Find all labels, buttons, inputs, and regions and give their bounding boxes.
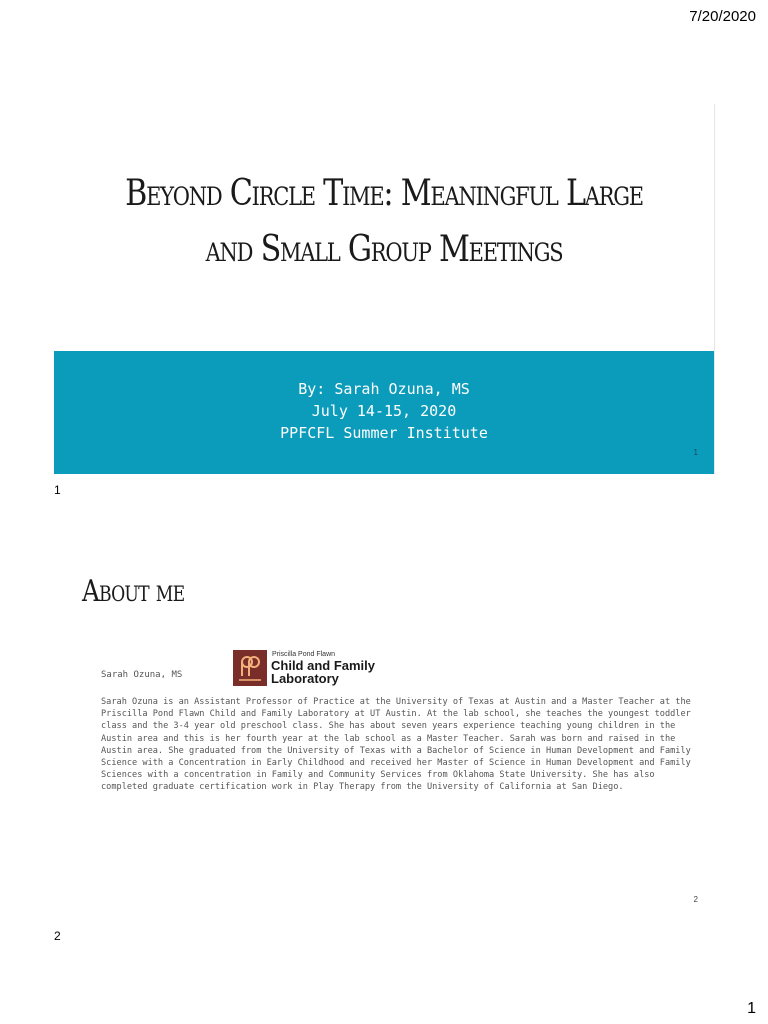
slide-number: 2 [693,895,698,904]
slide-label: 2 [54,929,61,943]
slide-2 [54,534,714,910]
event-line: PPFCFL Summer Institute [280,424,488,442]
slide-heading: About me [82,574,185,609]
logo-small-text: Priscilla Pond Flawn [272,651,336,658]
presenter-line: By: Sarah Ozuna, MS [298,380,470,398]
date-line: July 14-15, 2020 [311,402,457,420]
logo-line-1: Child and Family [271,658,376,673]
lab-logo-icon [233,650,267,686]
slide-number: 1 [693,448,698,457]
title-band [54,351,714,474]
page-number: 1 [747,1000,756,1017]
lab-logo [233,650,403,688]
slide-label: 1 [54,483,61,497]
logo-line-2: Laboratory [271,671,339,686]
slide-1 [54,104,715,474]
author-name: Sarah Ozuna, MS [101,670,183,680]
logo-title [271,659,375,685]
slide-title: Beyond Circle Time: Meaningful Large and Small Group Meetings [125,173,643,270]
bio-paragraph: Sarah Ozuna is an Assistant Professor of Practice at the University of Texas at Austin and a Master Teacher at the Priscilla Pond Flawn Child and Family Laboratory at UT Austin. At the lab school, she teaches the youngest toddler class and the 3-4 year old preschool class. She has about seven years experience teaching young children in the Austin area and this is her fourth year at the lab school as a Master Teacher. Sarah was born and raised in the Austin area. She graduated from the University of Texas with a Bachelor of Science in Human Development and Family Science with a Concentration in Early Childhood and received her Master of Science in Human Development and Family Sciences with a concentration in Family and Community Services from Oklahoma State University. She has also completed graduate certification work in Play Therapy from the University of California at San Diego. [101,697,691,793]
page-date: 7/20/2020 [689,8,756,25]
